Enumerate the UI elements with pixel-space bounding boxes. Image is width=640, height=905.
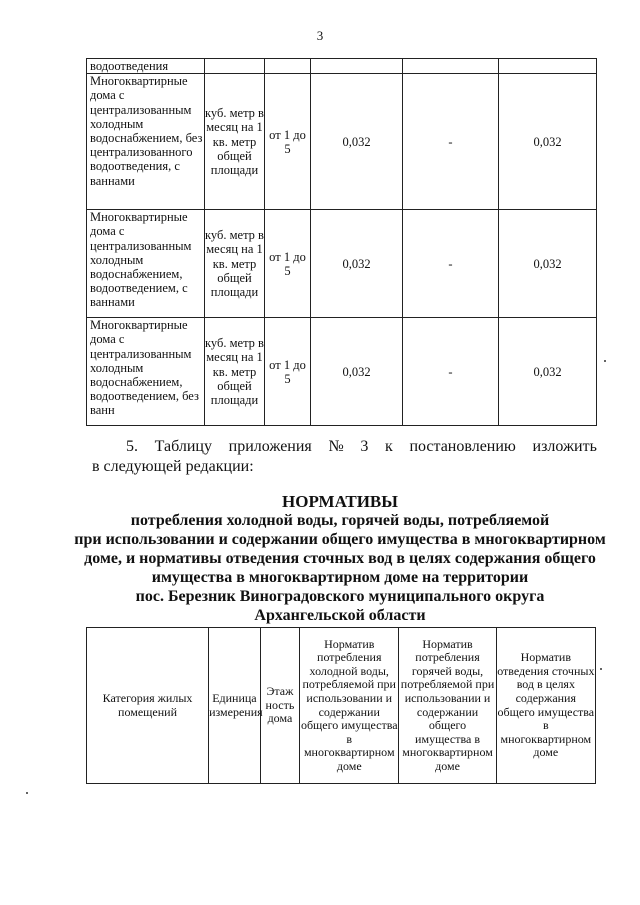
- wastewater-cell: 0,032: [499, 74, 597, 210]
- table-row: [87, 59, 597, 74]
- table-header-row: [87, 628, 596, 784]
- hot-water-cell: [403, 59, 499, 74]
- floors-cell: от 1 до 5: [265, 74, 311, 210]
- scan-speck: [26, 792, 28, 794]
- paragraph-word: к: [385, 438, 393, 455]
- paragraph-word: приложения: [228, 438, 312, 455]
- paragraph-word: №: [328, 438, 344, 455]
- header-wastewater: Норматив отведения сточных вод в целях содержания общего имущества в многоквартирном доме: [496, 628, 595, 784]
- floors-cell: [265, 59, 311, 74]
- norms-heading: [70, 492, 610, 625]
- table-row: [87, 210, 597, 318]
- unit-cell: куб. метр в месяц на 1 кв. метр общей площади: [205, 74, 265, 210]
- header-floors: Этаж ность дома: [260, 628, 299, 784]
- heading-line: доме, и нормативы отведения сточных вод в целях содержания общего: [84, 550, 596, 567]
- hot-water-cell: -: [403, 210, 499, 318]
- paragraph-number: 5.: [126, 438, 138, 455]
- norms-table-new: [86, 627, 596, 784]
- heading-line: при использовании и содержании общего имущества в многоквартирном: [74, 531, 606, 548]
- paragraph-word: изложить: [532, 438, 597, 455]
- paragraph-line-1: [92, 437, 597, 457]
- cold-water-cell: 0,032: [311, 210, 403, 318]
- header-unit: Единица измерения: [209, 628, 261, 784]
- category-cell: водоотведения: [87, 59, 205, 74]
- scan-speck: [604, 360, 606, 362]
- amendment-paragraph: [92, 437, 597, 477]
- paragraph-word: Таблицу: [154, 438, 212, 455]
- category-cell: Многоквартирные дома с централизованным холодным водоснабжением, водоотведением, с ваннами: [87, 210, 205, 318]
- floors-cell: от 1 до 5: [265, 210, 311, 318]
- header-hot-water: Норматив потребления горячей воды, потребляемой при использовании и содержании общего имущества в многоквартирном доме: [399, 628, 496, 784]
- paragraph-word: постановлению: [409, 438, 516, 455]
- cold-water-cell: 0,032: [311, 74, 403, 210]
- table-row: [87, 74, 597, 210]
- category-cell: Многоквартирные дома с централизованным холодным водоснабжением, без централизованного водоотведения, с ваннами: [87, 74, 205, 210]
- page-number: 3: [316, 28, 324, 43]
- heading-line: Архангельской области: [254, 607, 426, 624]
- heading-line: имущества в многоквартирном доме на территории: [151, 569, 529, 586]
- wastewater-cell: [499, 59, 597, 74]
- unit-cell: куб. метр в месяц на 1 кв. метр общей площади: [205, 210, 265, 318]
- paragraph-line-2: в следующей редакции:: [92, 458, 254, 475]
- heading-title: НОРМАТИВЫ: [282, 492, 398, 511]
- wastewater-cell: 0,032: [499, 210, 597, 318]
- unit-cell: куб. метр в месяц на 1 кв. метр общей площади: [205, 318, 265, 426]
- heading-line: потребления холодной воды, горячей воды, потребляемой: [130, 512, 550, 529]
- table-row: [87, 318, 597, 426]
- norms-table-continued: [86, 58, 597, 426]
- unit-cell: [205, 59, 265, 74]
- floors-cell: от 1 до 5: [265, 318, 311, 426]
- cold-water-cell: 0,032: [311, 318, 403, 426]
- cold-water-cell: [311, 59, 403, 74]
- hot-water-cell: -: [403, 74, 499, 210]
- hot-water-cell: -: [403, 318, 499, 426]
- paragraph-word: 3: [360, 438, 369, 455]
- wastewater-cell: 0,032: [499, 318, 597, 426]
- header-cold-water: Норматив потребления холодной воды, потребляемой при использовании и содержании общего имущества в многоквартирном доме: [300, 628, 399, 784]
- heading-line: пос. Березник Виноградовского муниципального округа: [135, 588, 545, 605]
- scan-speck: [600, 668, 602, 670]
- header-category: Категория жилых помещений: [87, 628, 209, 784]
- category-cell: Многоквартирные дома с централизованным холодным водоснабжением, водоотведением, без ванн: [87, 318, 205, 426]
